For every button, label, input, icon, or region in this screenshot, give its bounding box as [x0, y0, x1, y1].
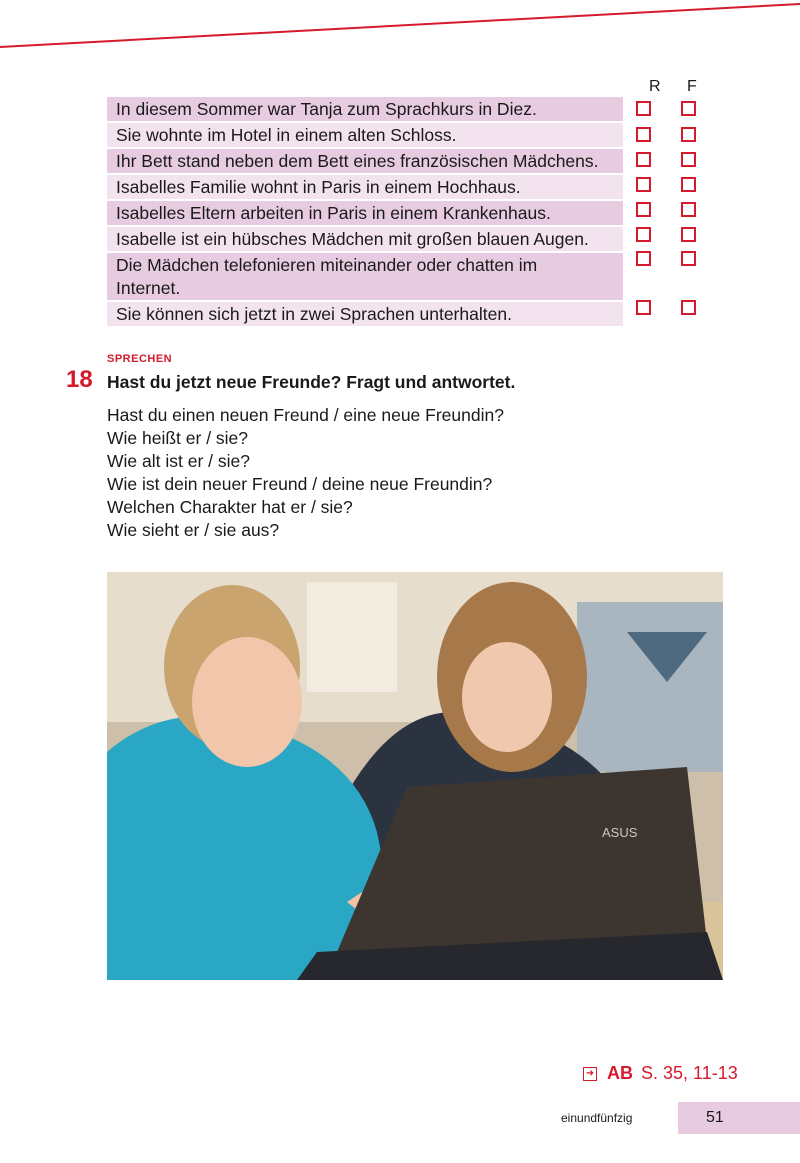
page-word: einundfünfzig [561, 1111, 633, 1125]
statement-text: Sie wohnte im Hotel in einem alten Schloss. [116, 125, 457, 145]
statement-row [107, 149, 623, 175]
statement-text: Isabelle ist ein hübsches Mädchen mit großen blauen Augen. [116, 229, 589, 249]
answer-checkboxes [636, 227, 706, 247]
checkbox-richtig[interactable] [636, 127, 651, 142]
statement-text: Ihr Bett stand neben dem Bett eines französischen Mädchens. [116, 151, 599, 171]
photo-teens-at-laptop [107, 572, 723, 980]
reference-pages: S. 35, 11-13 [641, 1063, 738, 1083]
checkbox-falsch[interactable] [681, 177, 696, 192]
top-divider-line [0, 0, 800, 60]
answer-checkboxes [636, 177, 706, 197]
checkbox-falsch[interactable] [681, 300, 696, 315]
statement-row [107, 302, 623, 328]
checkbox-richtig[interactable] [636, 251, 651, 266]
task-title: Hast du jetzt neue Freunde? Fragt und antwortet. [107, 372, 516, 392]
statement-row [107, 227, 623, 253]
statement-text: Isabelles Eltern arbeiten in Paris in einem Krankenhaus. [116, 203, 551, 223]
question-item: Wie alt ist er / sie? [107, 451, 250, 471]
question-item: Hast du einen neuen Freund / eine neue Freundin? [107, 405, 504, 425]
checkbox-richtig[interactable] [636, 300, 651, 315]
task-number: 18 [66, 366, 93, 393]
statement-text: In diesem Sommer war Tanja zum Sprachkurs in Diez. [116, 99, 537, 119]
statement-text: Isabelles Familie wohnt in Paris in einem Hochhaus. [116, 177, 521, 197]
section-label: SPRECHEN [107, 353, 173, 365]
answer-checkboxes [636, 127, 706, 147]
statement-table [107, 97, 623, 328]
checkbox-falsch[interactable] [681, 101, 696, 116]
answer-checkboxes [636, 152, 706, 172]
question-item: Wie sieht er / sie aus? [107, 520, 280, 540]
statement-row [107, 123, 623, 149]
question-item: Welchen Charakter hat er / sie? [107, 497, 353, 517]
statement-text: Sie können sich jetzt in zwei Sprachen unterhalten. [116, 304, 512, 324]
checkbox-richtig[interactable] [636, 227, 651, 242]
checkbox-richtig[interactable] [636, 152, 651, 167]
question-list [107, 404, 504, 542]
answer-checkboxes [636, 251, 706, 271]
page-number: 51 [706, 1109, 724, 1126]
question-item: Wie ist dein neuer Freund / deine neue Freundin? [107, 474, 493, 494]
checkbox-falsch[interactable] [681, 152, 696, 167]
statement-row [107, 175, 623, 201]
checkbox-falsch[interactable] [681, 251, 696, 266]
checkbox-richtig[interactable] [636, 177, 651, 192]
checkbox-richtig[interactable] [636, 101, 651, 116]
arrow-box-icon: ➜ [583, 1067, 597, 1081]
column-header-falsch: F [687, 78, 697, 95]
reference-label: AB [607, 1063, 633, 1083]
checkbox-falsch[interactable] [681, 202, 696, 217]
workbook-reference [583, 1063, 738, 1084]
statement-text: Die Mädchen telefonieren miteinander oder chatten im Internet. [116, 255, 538, 298]
answer-checkboxes [636, 202, 706, 222]
statement-row [107, 97, 623, 123]
checkbox-falsch[interactable] [681, 227, 696, 242]
checkbox-falsch[interactable] [681, 127, 696, 142]
answer-checkboxes [636, 300, 706, 320]
page-tab [678, 1102, 800, 1134]
checkbox-richtig[interactable] [636, 202, 651, 217]
question-item: Wie heißt er / sie? [107, 428, 249, 448]
statement-row [107, 201, 623, 227]
statement-row [107, 253, 623, 302]
column-header-richtig: R [649, 78, 661, 95]
answer-checkboxes [636, 101, 706, 121]
laptop-brand-label: ASUS [602, 825, 638, 840]
